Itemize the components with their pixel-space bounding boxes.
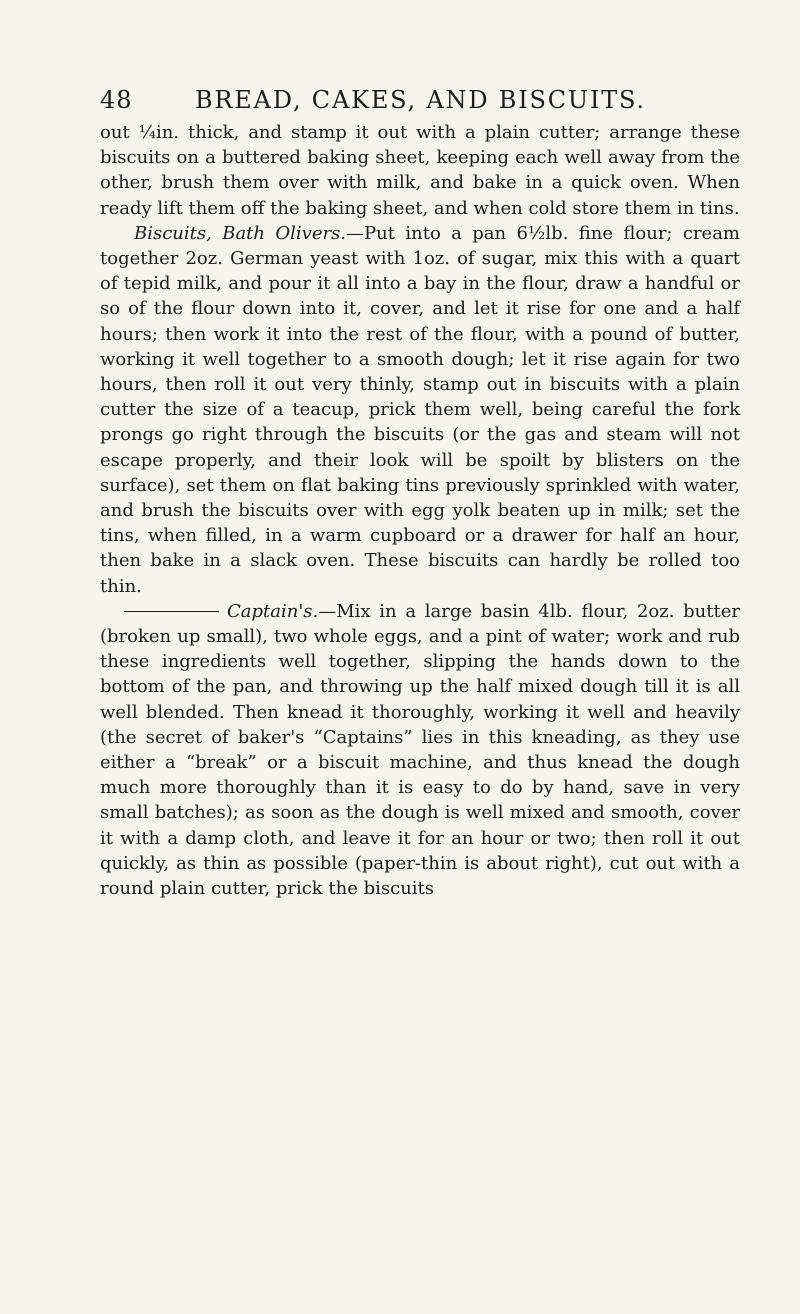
recipe-text-captains: Mix in a large basin 4lb. flour, 2oz. butter (broken up small), two whole eggs, and a pint of water; work and rub these ingredients well together, slipping the hands down to the bottom of the pan, and throwing up the half mixed dough till it is all well blended. Then knead it thoroughly, working it well and heavily (the secret of baker's “Captains” lies in this kneading, as they use either a “break” or a biscuit machine, and thus knead the dough much more thoroughly than it is easy to do by hand, save in very small batches); as soon as the dough is well mixed and smooth, cover it with a damp cloth, and leave it for an hour or two; then roll it out quickly, as thin as possible (paper-thin is about right), cut out with a round plain cutter, prick the biscuits bbox=[100, 600, 740, 900]
recipe-title-bath-olivers: Biscuits, Bath Olivers. bbox=[134, 222, 347, 244]
running-head bbox=[100, 86, 740, 122]
recipe-dash: — bbox=[318, 600, 337, 622]
ditto-rule bbox=[124, 611, 219, 612]
paragraph-captains bbox=[100, 599, 740, 901]
body-text bbox=[100, 120, 740, 901]
page-number: 48 bbox=[100, 86, 133, 114]
paragraph-continued-text: out ¼in. thick, and stamp it out with a plain cutter; arrange these biscuits on a buttered baking sheet, keeping each well away from the other, brush them over with milk, and bake in a quick oven. When ready lift them off the baking sheet, and when cold store them in tins. bbox=[100, 122, 740, 219]
paragraph-bath-olivers bbox=[100, 221, 740, 599]
paragraph-continued bbox=[100, 120, 740, 221]
page-header-title: BREAD, CAKES, AND BISCUITS. bbox=[195, 86, 646, 114]
recipe-dash: — bbox=[346, 222, 365, 244]
recipe-title-captains: Captain's. bbox=[227, 600, 319, 622]
recipe-text-bath-olivers: Put into a pan 6½lb. fine flour; cream together 2oz. German yeast with 1oz. of sugar, mix this with a quart of tepid milk, and pour it all into a bay in the flour, draw a handful or so of the flour down into it, cover, and let it rise for one and a half hours; then work it into the rest of the flour, with a pound of butter, working it well together to a smooth dough; let it rise again for two hours, then roll it out very thinly, stamp out in biscuits with a plain cutter the size of a teacup, prick them well, being careful the fork prongs go right through the biscuits (or the gas and steam will not escape properly, and their look will be spoilt by blisters on the surface), set them on flat baking tins previously sprinkled with water, and brush the biscuits over with egg yolk beaten up in milk; set the tins, when filled, in a warm cupboard or a drawer for half an hour, then bake in a slack oven. These biscuits can hardly be rolled too thin. bbox=[100, 222, 740, 597]
